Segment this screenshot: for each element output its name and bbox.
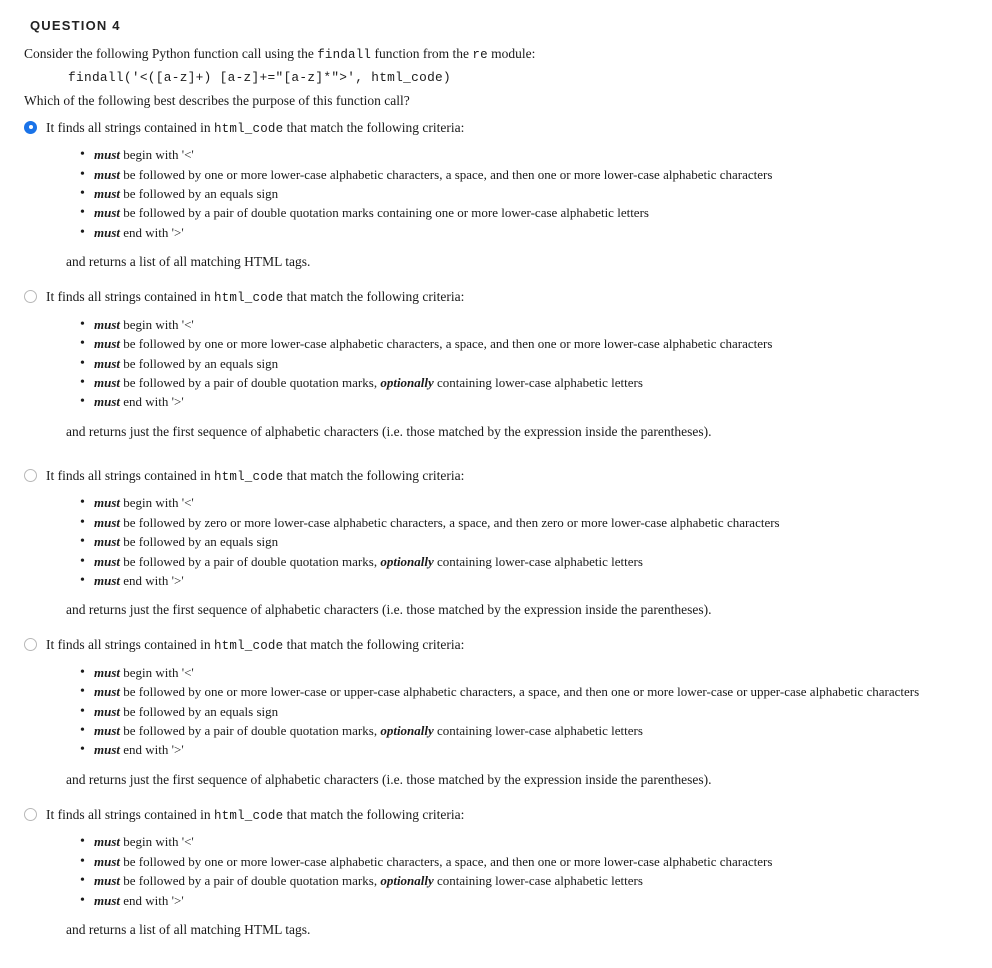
inline-code-findall: findall xyxy=(317,48,372,62)
criteria-item: • must be followed by one or more lower-case or upper-case alphabetic characters, a space, and then one or more lower-case or upper-case alphabetic characters xyxy=(94,683,976,701)
answer-option-2-tail: and returns just the first sequence of alphabetic characters (i.e. those matched by the expression inside the parentheses). xyxy=(66,423,712,439)
answer-option-1-head[interactable] xyxy=(24,119,976,137)
answer-option-4[interactable] xyxy=(24,636,976,788)
answer-option-3-tail: and returns just the first sequence of alphabetic characters (i.e. those matched by the expression inside the parentheses). xyxy=(66,602,712,618)
inline-code-html-code: html_code xyxy=(213,121,284,136)
answer-option-3[interactable] xyxy=(24,467,976,619)
criteria-list-5 xyxy=(24,833,976,910)
criteria-list-4 xyxy=(24,664,976,760)
answer-option-1[interactable] xyxy=(24,119,976,271)
radio-button-option-3[interactable] xyxy=(24,469,37,482)
answer-option-2-head[interactable] xyxy=(24,288,976,306)
code-snippet: findall('<([a-z]+) [a-z]+="[a-z]*">', html_code) xyxy=(68,69,452,85)
criteria-item: • must be followed by an equals sign xyxy=(94,533,976,551)
criteria-item: • must be followed by an equals sign xyxy=(94,185,976,203)
intro-text-1: Consider the following Python function call using the xyxy=(24,46,318,61)
criteria-list-2 xyxy=(24,316,976,412)
answer-option-3-head[interactable] xyxy=(24,467,976,485)
answer-option-2-label: It finds all strings contained in html_code that match the following criteria: xyxy=(46,289,465,306)
criteria-item: • must begin with '<' xyxy=(94,833,976,851)
answer-option-5-tail: and returns a list of all matching HTML tags. xyxy=(66,922,311,937)
radio-button-option-2[interactable] xyxy=(24,290,37,303)
answer-option-4-head[interactable] xyxy=(24,636,976,654)
radio-button-option-5[interactable] xyxy=(24,808,37,821)
criteria-item: • must end with '>' xyxy=(94,892,976,910)
criteria-list-3 xyxy=(24,494,976,590)
answer-option-2[interactable] xyxy=(24,288,976,440)
criteria-item: • must be followed by zero or more lower-case alphabetic characters, a space, and then zero or more lower-case alphabetic characters xyxy=(94,514,976,532)
criteria-item: • must be followed by a pair of double quotation marks, optionally containing lower-case alphabetic letters xyxy=(94,374,976,392)
answer-option-5[interactable] xyxy=(24,806,976,938)
criteria-item: • must begin with '<' xyxy=(94,494,976,512)
criteria-item: • must end with '>' xyxy=(94,572,976,590)
criteria-item: • must be followed by an equals sign xyxy=(94,703,976,721)
radio-button-option-4[interactable] xyxy=(24,638,37,651)
criteria-item: • must begin with '<' xyxy=(94,664,976,682)
inline-code-html-code: html_code xyxy=(213,808,284,823)
inline-code-html-code: html_code xyxy=(213,469,284,484)
criteria-list-1 xyxy=(24,146,976,242)
criteria-item: • must be followed by a pair of double quotation marks, optionally containing lower-case alphabetic letters xyxy=(94,553,976,571)
radio-button-option-1[interactable] xyxy=(24,121,37,134)
criteria-item: • must be followed by a pair of double quotation marks, optionally containing lower-case alphabetic letters xyxy=(94,872,976,890)
answer-option-1-label: It finds all strings contained in html_code that match the following criteria: xyxy=(46,119,465,136)
page-title: QUESTION 4 xyxy=(30,18,121,33)
question-ask: Which of the following best describes the purpose of this function call? xyxy=(24,92,410,108)
criteria-item: • must be followed by an equals sign xyxy=(94,355,976,373)
intro-text-3: module: xyxy=(487,46,536,61)
inline-code-html-code: html_code xyxy=(213,291,284,306)
criteria-item: • must be followed by a pair of double quotation marks, optionally containing lower-case alphabetic letters xyxy=(94,722,976,740)
criteria-item: • must be followed by a pair of double quotation marks containing one or more lower-case alphabetic letters xyxy=(94,204,976,222)
answer-option-4-label: It finds all strings contained in html_code that match the following criteria: xyxy=(46,637,465,654)
criteria-item: • must begin with '<' xyxy=(94,146,976,164)
answer-option-5-head[interactable] xyxy=(24,806,976,824)
inline-code-re: re xyxy=(472,48,488,62)
answer-option-3-label: It finds all strings contained in html_code that match the following criteria: xyxy=(46,467,465,484)
criteria-item: • must end with '>' xyxy=(94,393,976,411)
answer-option-4-tail: and returns just the first sequence of alphabetic characters (i.e. those matched by the expression inside the parentheses). xyxy=(66,771,712,787)
criteria-item: • must be followed by one or more lower-case alphabetic characters, a space, and then one or more lower-case alphabetic characters xyxy=(94,335,976,353)
criteria-item: • must begin with '<' xyxy=(94,316,976,334)
question-intro xyxy=(24,45,976,64)
intro-text-2: function from the xyxy=(371,46,473,61)
criteria-item: • must end with '>' xyxy=(94,224,976,242)
criteria-item: • must be followed by one or more lower-case alphabetic characters, a space, and then one or more lower-case alphabetic characters xyxy=(94,166,976,184)
criteria-item: • must be followed by one or more lower-case alphabetic characters, a space, and then one or more lower-case alphabetic characters xyxy=(94,853,976,871)
inline-code-html-code: html_code xyxy=(213,639,284,654)
answer-option-5-label: It finds all strings contained in html_code that match the following criteria: xyxy=(46,806,465,823)
answer-option-1-tail: and returns a list of all matching HTML tags. xyxy=(66,254,311,270)
criteria-item: • must end with '>' xyxy=(94,741,976,759)
